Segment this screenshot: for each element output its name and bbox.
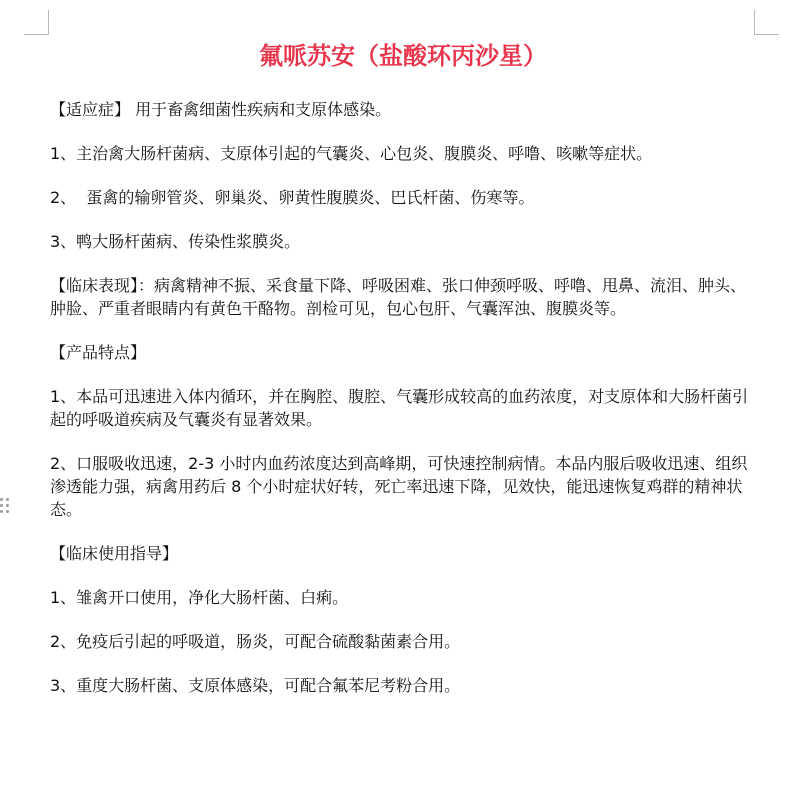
page-corner-top-left [24,10,49,35]
indication-item-1: 1、主治禽大肠杆菌病、支原体引起的气囊炎、心包炎、腹膜炎、呼噜、咳嗽等症状。 [50,144,653,163]
guidance-heading: 【临床使用指导】 [50,544,179,563]
feature-item-1: 1、本品可迅速进入体内循环，并在胸腔、腹腔、气囊形成较高的血药浓度，对支原体和大肠杆菌引起的呼吸道疾病及气囊炎有显著效果。 [50,387,749,429]
page-corner-top-right [754,10,779,35]
indications-heading: 【适应症】 用于畜禽细菌性疾病和支原体感染。 [50,100,392,119]
guidance-item-2: 2、免疫后引起的呼吸道，肠炎，可配合硫酸黏菌素合用。 [50,632,461,651]
clinical-signs-paragraph: 【临床表现】：病禽精神不振、采食量下降、呼吸困难、张口伸颈呼吸、呼噜、甩鼻、流泪、肿头、肿脸、严重者眼睛内有黄色干酪物。剖检可见，包心包肝、气囊浑浊、腹膜炎等。 [50,276,747,318]
features-heading: 【产品特点】 [50,343,147,362]
document-page [50,38,756,718]
drag-handle-icon[interactable] [0,498,12,516]
document-title: 氟哌苏安（盐酸环丙沙星） [259,41,547,70]
indication-item-3: 3、鸭大肠杆菌病、传染性浆膜炎。 [50,232,301,251]
guidance-item-1: 1、雏禽开口使用，净化大肠杆菌、白痢。 [50,588,349,607]
guidance-item-3: 3、重度大肠杆菌、支原体感染，可配合氟苯尼考粉合用。 [50,676,461,695]
feature-item-2: 2、口服吸收迅速，2-3 小时内血药浓度达到高峰期，可快速控制病情。本品内服后吸收迅速、组织渗透能力强，病禽用药后 8 个小时症状好转，死亡率迅速下降，见效快，能迅速恢复鸡群的精神状态。 [50,454,748,519]
indication-item-2: 2、 蛋禽的输卵管炎、卵巢炎、卵黄性腹膜炎、巴氏杆菌、伤寒等。 [50,188,535,207]
